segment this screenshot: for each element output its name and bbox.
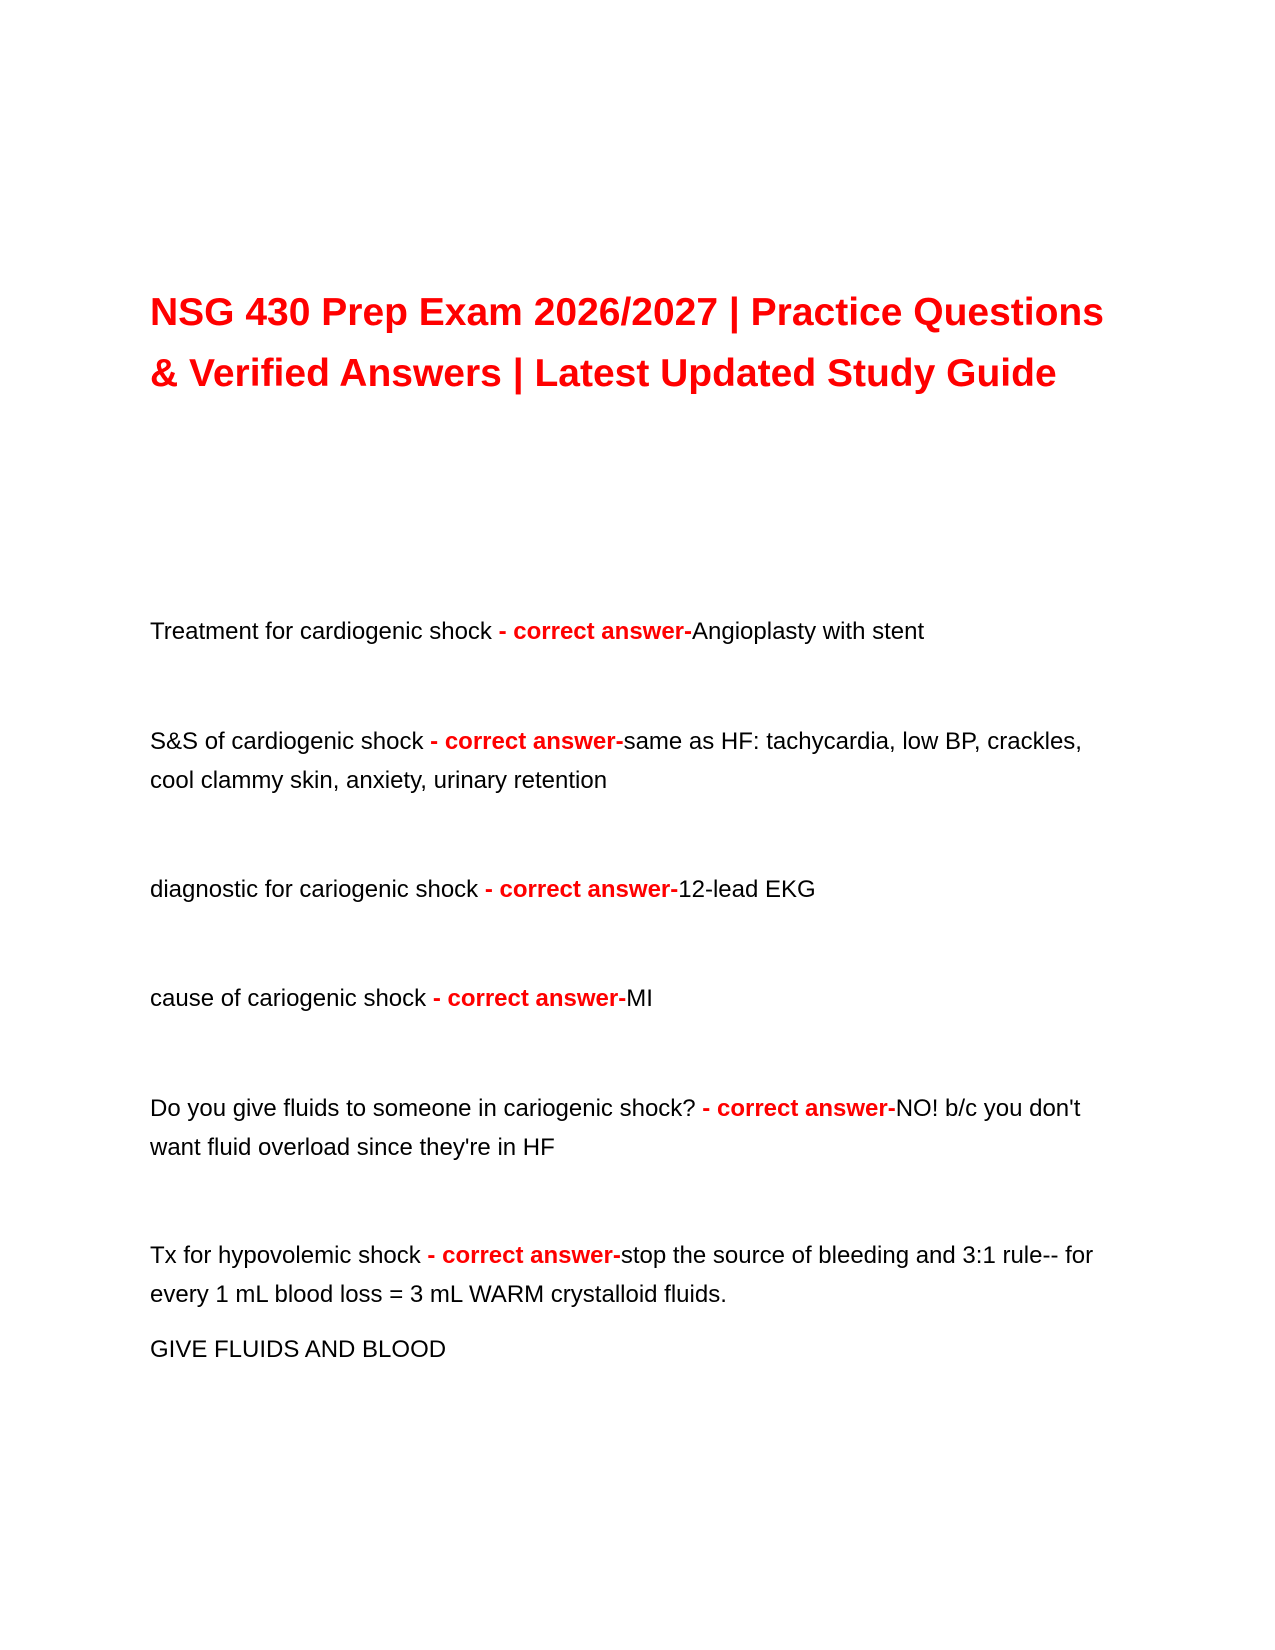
- answer: stop the source of bleeding and 3:1 rule-- for every 1 mL blood loss = 3 mL WARM crystalloid fluids.: [150, 1242, 1094, 1308]
- answer: MI: [626, 985, 653, 1012]
- extra-note: GIVE FLUIDS AND BLOOD: [150, 1336, 447, 1363]
- answer-marker: - correct answer-: [420, 1242, 621, 1269]
- answer-marker: - correct answer-: [478, 876, 679, 903]
- answer: same as HF: tachycardia, low BP, crackles, cool clammy skin, anxiety, urinary retention: [150, 728, 1082, 794]
- answer: Angioplasty with stent: [692, 618, 925, 645]
- qa-item: [150, 1236, 1130, 1314]
- answer: NO! b/c you don't want fluid overload since they're in HF: [150, 1095, 1081, 1161]
- question: Tx for hypovolemic shock: [150, 1242, 421, 1269]
- question: S&S of cardiogenic shock: [150, 728, 424, 755]
- answer-marker: - correct answer-: [426, 985, 627, 1012]
- answer-marker: - correct answer-: [423, 728, 624, 755]
- question: Do you give fluids to someone in cariogenic shock?: [150, 1095, 696, 1122]
- question: diagnostic for cariogenic shock: [150, 876, 479, 903]
- answer-marker: - correct answer-: [491, 618, 693, 645]
- qa-item: [150, 1089, 1130, 1167]
- qa-item: [150, 612, 1130, 651]
- answer-marker: - correct answer-: [695, 1095, 896, 1122]
- document-title: NSG 430 Prep Exam 2026/2027 | Practice Questions & Verified Answers | Latest Updated Study Guide: [150, 291, 1104, 395]
- question: Treatment for cardiogenic shock: [150, 618, 492, 645]
- qa-item: [150, 870, 1130, 909]
- qa-item: [150, 979, 1130, 1018]
- qa-item: [150, 722, 1130, 800]
- answer: 12-lead EKG: [678, 876, 816, 903]
- question: cause of cariogenic shock: [150, 985, 427, 1012]
